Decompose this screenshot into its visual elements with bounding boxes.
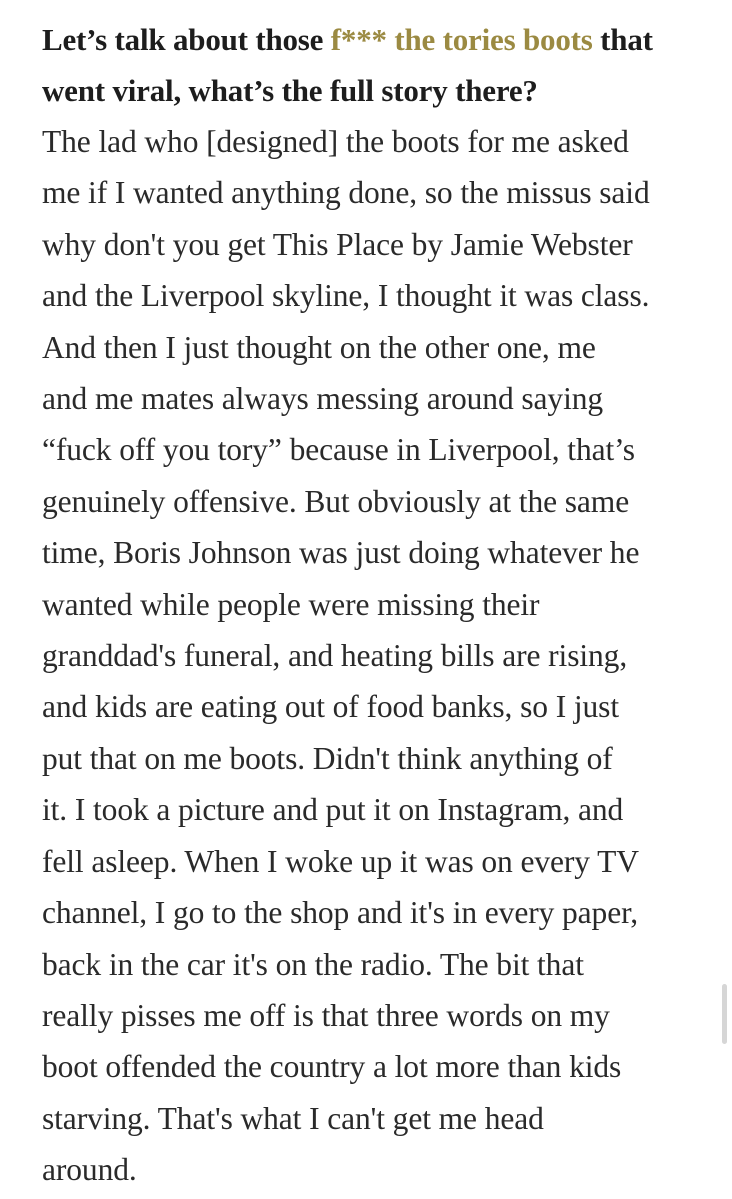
answer-line: “fuck off you tory” because in Liverpool, that’s xyxy=(42,432,635,468)
question-text-end: that went viral, what’s the full story there? xyxy=(42,22,653,108)
vertical-scrollbar[interactable] xyxy=(722,984,727,1044)
answer-line: me if I wanted anything done, so the missus said xyxy=(42,175,650,211)
answer-line: fell asleep. When I woke up it was on every TV xyxy=(42,843,639,879)
answer-line: granddad's funeral, and heating bills are rising, xyxy=(42,638,628,674)
answer-line: starving. That's what I can't get me head xyxy=(42,1100,544,1136)
answer-line: channel, I go to the shop and it's in every paper, xyxy=(42,895,638,931)
answer-line: And then I just thought on the other one, me xyxy=(42,329,596,365)
answer-line: genuinely offensive. But obviously at the same xyxy=(42,483,630,519)
answer-line: The lad who [designed] the boots for me asked xyxy=(42,124,629,159)
answer-line: and the Liverpool skyline, I thought it was class. xyxy=(42,278,650,314)
question-text-start: Let’s talk about those xyxy=(42,22,331,57)
interview-question xyxy=(42,14,696,116)
answer-line: and me mates always messing around saying xyxy=(42,381,604,417)
answer-line: it. I took a picture and put it on Instagram, and xyxy=(42,792,624,828)
answer-line: back in the car it's on the radio. The bit that xyxy=(42,946,584,982)
interview-answer xyxy=(42,116,696,1196)
answer-line: time, Boris Johnson was just doing whatever he xyxy=(42,535,640,571)
answer-line: and kids are eating out of food banks, so I just xyxy=(42,689,619,725)
answer-line: really pisses me off is that three words on my xyxy=(42,997,610,1033)
answer-line: boot offended the country a lot more than kids xyxy=(42,1049,622,1085)
answer-line: why don't you get This Place by Jamie Webster xyxy=(42,226,633,262)
answer-line: around. xyxy=(42,1152,137,1188)
answer-line: put that on me boots. Didn't think anything of xyxy=(42,740,613,776)
answer-line: wanted while people were missing their xyxy=(42,586,540,622)
tories-boots-link[interactable]: f*** the tories boots xyxy=(330,22,593,57)
